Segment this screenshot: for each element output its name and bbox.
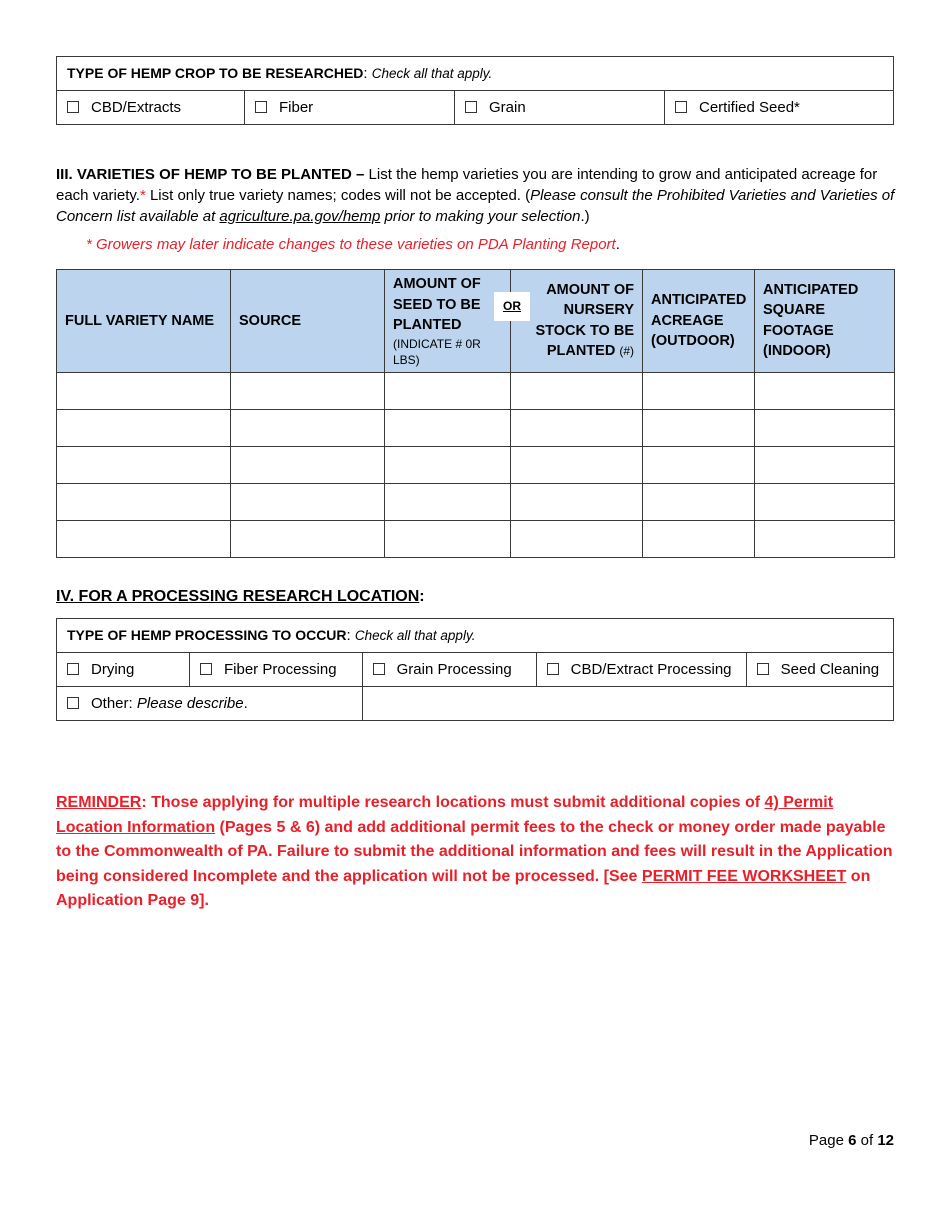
crop-option-label: Certified Seed* — [699, 99, 800, 116]
variety-cell[interactable] — [755, 483, 895, 520]
col-nursery-stock — [511, 270, 643, 373]
section-iv-title-text: IV. FOR A PROCESSING RESEARCH LOCATION — [56, 588, 420, 605]
crop-option-fiber[interactable] — [245, 91, 455, 125]
processing-option-label: Drying — [91, 661, 135, 678]
variety-cell[interactable] — [755, 372, 895, 409]
note-period: . — [615, 236, 620, 253]
variety-cell[interactable] — [755, 446, 895, 483]
col-anticipated-square-footage: ANTICIPATED SQUARE FOOTAGE (INDOOR) — [755, 270, 895, 373]
processing-option-label: Fiber Processing — [224, 661, 337, 678]
processing-type-instruction: Check all that apply. — [354, 628, 476, 643]
variety-row — [57, 446, 895, 483]
variety-row — [57, 520, 895, 557]
other-period: . — [243, 695, 248, 712]
or-label: OR — [494, 292, 530, 321]
processing-option-label: CBD/Extract Processing — [570, 661, 732, 678]
variety-cell[interactable] — [643, 446, 755, 483]
col-anticipated-acreage: ANTICIPATED ACREAGE (OUTDOOR) — [643, 270, 755, 373]
checkbox[interactable] — [67, 663, 79, 675]
checkbox[interactable] — [200, 663, 212, 675]
crop-option-grain[interactable] — [455, 91, 665, 125]
variety-cell[interactable] — [57, 409, 231, 446]
crop-option-certified-seed[interactable] — [665, 91, 894, 125]
processing-option-label: Seed Cleaning — [780, 661, 880, 678]
variety-cell[interactable] — [511, 409, 643, 446]
variety-row — [57, 409, 895, 446]
variety-cell[interactable] — [57, 446, 231, 483]
reminder-text-2: (Pages 5 & 6) and add additional permit fees to the check or money order made payable to the Commonwealth of PA. Failure to submit the additional information and fees will result in the Application being considered Incomplete and the application will not be processed. [See — [56, 818, 893, 885]
section-iii-consult-end: prior to making your selection — [380, 208, 581, 225]
of-word: of — [856, 1132, 878, 1149]
nursery-stock-label: AMOUNT OF NURSERY STOCK TO BE PLANTED — [535, 281, 634, 360]
col-full-variety-name: FULL VARIETY NAME — [57, 270, 231, 373]
processing-option-other[interactable] — [57, 687, 363, 721]
variety-cell[interactable] — [231, 372, 385, 409]
processing-option-drying[interactable] — [57, 653, 190, 687]
section-iii-title: III. VARIETIES OF HEMP TO BE PLANTED – — [56, 166, 365, 183]
variety-cell[interactable] — [385, 409, 511, 446]
section-iii-intro: List the hemp varieties you are intending to grow and anticipated acreage for each variety. — [56, 166, 878, 204]
processing-type-header-colon: : — [346, 627, 351, 644]
other-description-field[interactable] — [362, 687, 893, 721]
checkbox[interactable] — [255, 101, 267, 113]
checkbox[interactable] — [757, 663, 769, 675]
crop-type-header-colon: : — [363, 65, 368, 82]
variety-cell[interactable] — [511, 446, 643, 483]
col-source: SOURCE — [231, 270, 385, 373]
reminder-notice — [56, 791, 902, 914]
processing-type-header — [57, 619, 894, 653]
reminder-text-3: on Application Page 9]. — [56, 867, 871, 909]
variety-rows — [57, 372, 895, 557]
col-amount-of-seed — [385, 270, 521, 373]
checkbox[interactable] — [373, 663, 385, 675]
variety-cell[interactable] — [231, 483, 385, 520]
variety-cell[interactable] — [511, 483, 643, 520]
section-iii-close: .) — [580, 208, 590, 225]
hemp-website-link[interactable]: agriculture.pa.gov/hemp — [219, 208, 381, 225]
variety-cell[interactable] — [385, 483, 511, 520]
variety-cell[interactable] — [511, 520, 643, 557]
other-label: Other: — [91, 695, 137, 712]
crop-option-cbd[interactable] — [57, 91, 245, 125]
hemp-crop-type-table — [56, 56, 894, 125]
variety-cell[interactable] — [57, 372, 231, 409]
variety-cell[interactable] — [231, 409, 385, 446]
current-page: 6 — [848, 1132, 857, 1149]
variety-cell[interactable] — [57, 483, 231, 520]
variety-cell[interactable] — [385, 446, 511, 483]
nursery-stock-sub-label: (#) — [619, 344, 634, 359]
crop-option-label: Grain — [489, 99, 526, 116]
amount-seed-sub-label: (INDICATE # 0R LBS) — [393, 336, 481, 367]
checkbox[interactable] — [67, 697, 79, 709]
processing-option-fiber[interactable] — [190, 653, 363, 687]
variety-cell[interactable] — [57, 520, 231, 557]
other-describe-label: Please describe — [136, 695, 244, 712]
required-asterisk: * — [139, 187, 146, 204]
checkbox[interactable] — [465, 101, 477, 113]
page-word: Page — [808, 1132, 849, 1149]
permit-fee-worksheet-link[interactable]: PERMIT FEE WORKSHEET — [641, 867, 847, 885]
variety-cell[interactable] — [755, 409, 895, 446]
amount-seed-label: AMOUNT OF SEED TO BE PLANTED — [393, 276, 481, 333]
variety-cell[interactable] — [231, 446, 385, 483]
variety-cell[interactable] — [385, 520, 511, 557]
hemp-processing-type-table — [56, 618, 894, 721]
reminder-text-1: : Those applying for multiple research locations must submit additional copies of — [141, 794, 765, 811]
checkbox[interactable] — [67, 101, 79, 113]
variety-cell[interactable] — [643, 409, 755, 446]
processing-option-cbd-extract[interactable] — [536, 653, 746, 687]
processing-option-label: Grain Processing — [396, 661, 512, 678]
planting-report-note-text: * Growers may later indicate changes to these varieties on PDA Planting Report — [86, 236, 616, 253]
variety-row — [57, 483, 895, 520]
variety-cell[interactable] — [643, 372, 755, 409]
section-iv-title — [56, 588, 425, 606]
checkbox[interactable] — [547, 663, 559, 675]
checkbox[interactable] — [675, 101, 687, 113]
page-number — [809, 1132, 894, 1149]
variety-cell[interactable] — [231, 520, 385, 557]
section-iii-consult-text: Please consult the Prohibited Varieties and Varieties of Concern list available at — [56, 187, 895, 225]
reminder-label: REMINDER — [56, 794, 142, 811]
processing-type-header-label: TYPE OF HEMP PROCESSING TO OCCUR — [67, 627, 347, 643]
variety-cell[interactable] — [385, 372, 511, 409]
variety-cell[interactable] — [643, 483, 755, 520]
crop-option-label: CBD/Extracts — [91, 99, 182, 116]
crop-type-instruction: Check all that apply. — [371, 66, 493, 81]
variety-cell[interactable] — [511, 372, 643, 409]
crop-type-header — [57, 57, 894, 91]
variety-row — [57, 372, 895, 409]
crop-type-header-label: TYPE OF HEMP CROP TO BE RESEARCHED — [67, 65, 364, 81]
hemp-varieties-table — [56, 269, 895, 558]
section-iv-colon: : — [419, 588, 425, 605]
variety-cell[interactable] — [643, 520, 755, 557]
processing-option-grain[interactable] — [362, 653, 536, 687]
crop-option-label: Fiber — [279, 99, 314, 116]
variety-cell[interactable] — [755, 520, 895, 557]
planting-report-note — [86, 236, 620, 253]
section-iii-instructions — [56, 164, 896, 227]
total-pages: 12 — [877, 1132, 894, 1149]
section-iii-variety-rule: List only true variety names; codes will not be accepted. ( — [145, 187, 531, 204]
processing-option-seed-cleaning[interactable] — [746, 653, 893, 687]
permit-location-info-link[interactable]: 4) Permit Location Information — [56, 794, 834, 836]
